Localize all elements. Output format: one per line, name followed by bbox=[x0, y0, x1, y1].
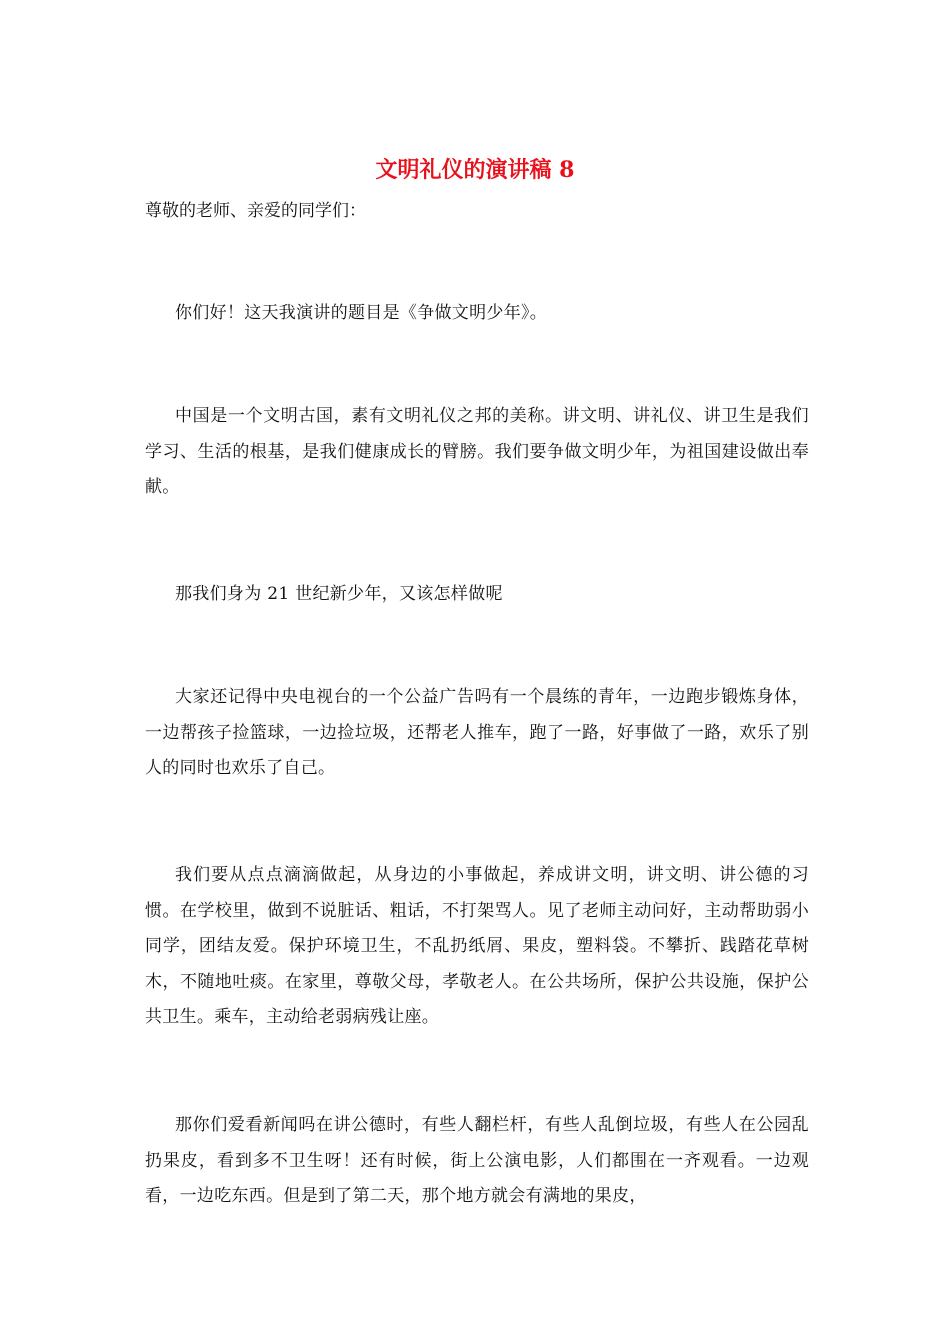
paragraph-public-morality: 那你们爱看新闻吗在讲公德时，有些人翻栏杆，有些人乱倒垃圾，有些人在公园乱扔果皮，看到多不卫生呀！还有时候，街上公演电影，人们都围在一齐观看。一边观看，一边吃东西。但是到了第二天，那个地方就会有满地的果皮， bbox=[145, 1115, 809, 1206]
paragraph-start-small: 我们要从点点滴滴做起，从身边的小事做起，养成讲文明，讲文明、讲公德的习惯。在学校里，做到不说脏话、粗话，不打架骂人。见了老师主动问好，主动帮助弱小同学，团结友爱。保护环境卫生，不乱扔纸屑、果皮，塑料袋。不攀折、践踏花草树木，不随地吐痰。在家里，尊敬父母，孝敬老人。在公共场所，保护公共设施，保护公共卫生。乘车，主动给老弱病残让座。 bbox=[145, 865, 809, 1027]
salutation: 尊敬的老师、亲爱的同学们： bbox=[145, 201, 366, 221]
paragraph-china-civilization: 中国是一个文明古国，素有文明礼仪之邦的美称。讲文明、讲礼仪、讲卫生是我们学习、生活的根基，是我们健康成长的臂膀。我们要争做文明少年，为祖国建设做出奉献。 bbox=[145, 406, 809, 497]
paragraph-question: 那我们身为 21 世纪新少年，又该怎样做呢 bbox=[175, 584, 503, 604]
paragraph-cctv-ad: 大家还记得中央电视台的一个公益广告吗有一个晨练的青年，一边跑步锻炼身体，一边帮孩子捡篮球，一边捡垃圾，还帮老人推车，跑了一路，好事做了一路，欢乐了别人的同时也欢乐了自己。 bbox=[145, 687, 809, 778]
document-title: 文明礼仪的演讲稿 8 bbox=[375, 157, 575, 183]
paragraph-greeting: 你们好！这天我演讲的题目是《争做文明少年》。 bbox=[175, 303, 548, 323]
